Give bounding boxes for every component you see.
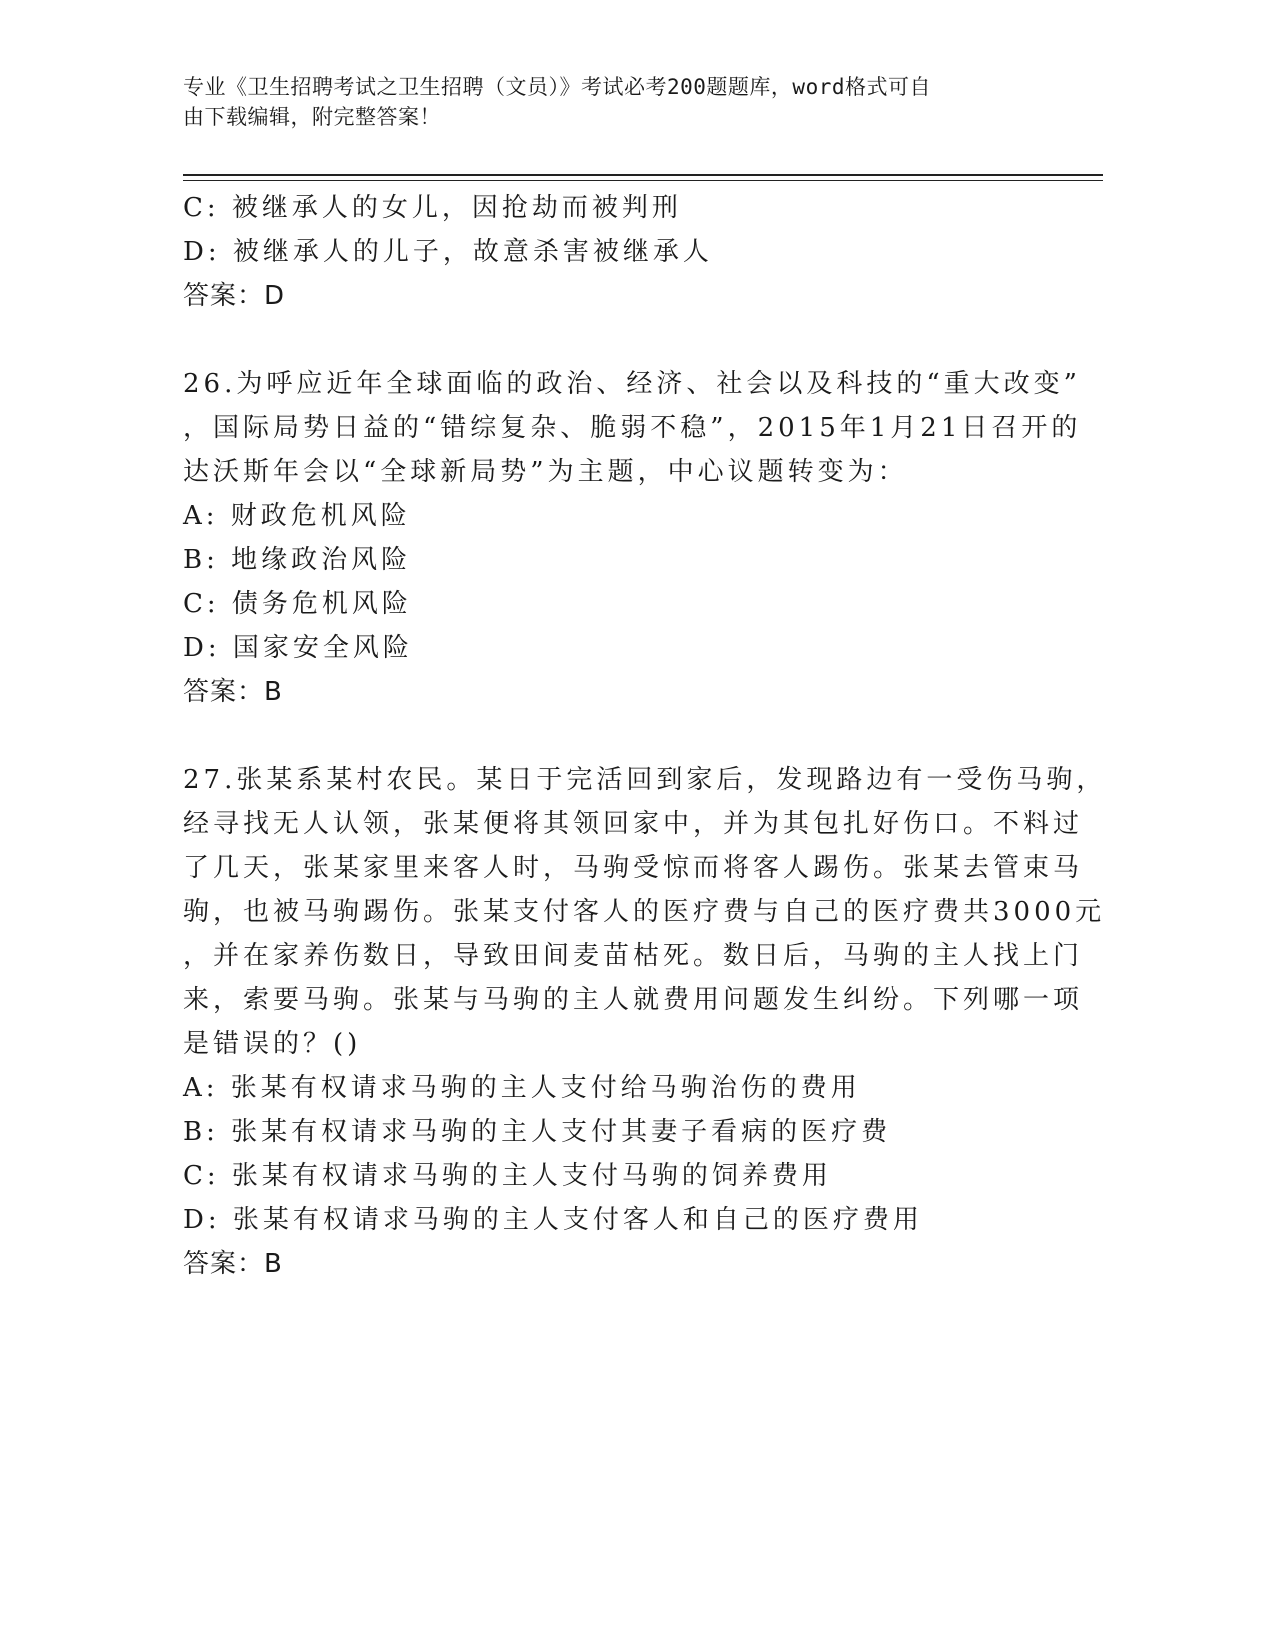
question-text-line: 达沃斯年会以“全球新局势”为主题，中心议题转变为： (183, 457, 908, 487)
question-27 (183, 758, 1107, 1286)
header-divider-thin (183, 180, 1103, 181)
question-text-line: 27.张某系某村农民。某日于完活回到家后，发现路边有一受伤马驹， (183, 765, 1107, 795)
question-26 (183, 362, 1082, 714)
option-c: C: 债务危机风险 (183, 589, 412, 619)
question-text-line: 是错误的？() (183, 1029, 362, 1059)
answer-line: 答案：B (183, 677, 283, 707)
spacer (183, 714, 1063, 758)
document-body (183, 186, 1107, 1286)
option-d: D: 被继承人的儿子，故意杀害被继承人 (183, 237, 713, 267)
question-25-tail (183, 186, 1063, 318)
question-text-line: 了几天，张某家里来客人时，马驹受惊而将客人踢伤。张某去管束马 (183, 853, 1084, 883)
header-divider-thick (183, 174, 1103, 176)
option-a: A: 张某有权请求马驹的主人支付给马驹治伤的费用 (183, 1073, 861, 1103)
document-header (183, 72, 1063, 132)
question-text-line: 驹，也被马驹踢伤。张某支付客人的医疗费与自己的医疗费共3000元 (183, 897, 1106, 927)
spacer (183, 318, 1063, 362)
question-text-line: 来，索要马驹。张某与马驹的主人就费用问题发生纠纷。下列哪一项 (183, 985, 1084, 1015)
question-text-line: ，并在家养伤数日，导致田间麦苗枯死。数日后，马驹的主人找上门 (183, 941, 1084, 971)
option-d: D: 张某有权请求马驹的主人支付客人和自己的医疗费用 (183, 1205, 923, 1235)
answer-line: 答案：D (183, 281, 286, 311)
question-text-line: 26.为呼应近年全球面临的政治、经济、社会以及科技的“重大改变” (183, 369, 1081, 399)
option-b: B: 张某有权请求马驹的主人支付其妻子看病的医疗费 (183, 1117, 892, 1147)
option-b: B: 地缘政治风险 (183, 545, 412, 575)
option-d: D: 国家安全风险 (183, 633, 413, 663)
header-line-2: 由下载编辑，附完整答案！ (183, 105, 441, 129)
question-text-line: 经寻找无人认领，张某便将其领回家中，并为其包扎好伤口。不料过 (183, 809, 1084, 839)
header-line-1: 专业《卫生招聘考试之卫生招聘（文员）》考试必考200题题库，word格式可自 (183, 75, 931, 99)
option-a: A: 财政危机风险 (183, 501, 411, 531)
option-c: C: 张某有权请求马驹的主人支付马驹的饲养费用 (183, 1161, 832, 1191)
answer-line: 答案：B (183, 1249, 283, 1279)
option-c: C: 被继承人的女儿，因抢劫而被判刑 (183, 193, 682, 223)
question-text-line: ，国际局势日益的“错综复杂、脆弱不稳”，2015年1月21日召开的 (183, 413, 1082, 443)
